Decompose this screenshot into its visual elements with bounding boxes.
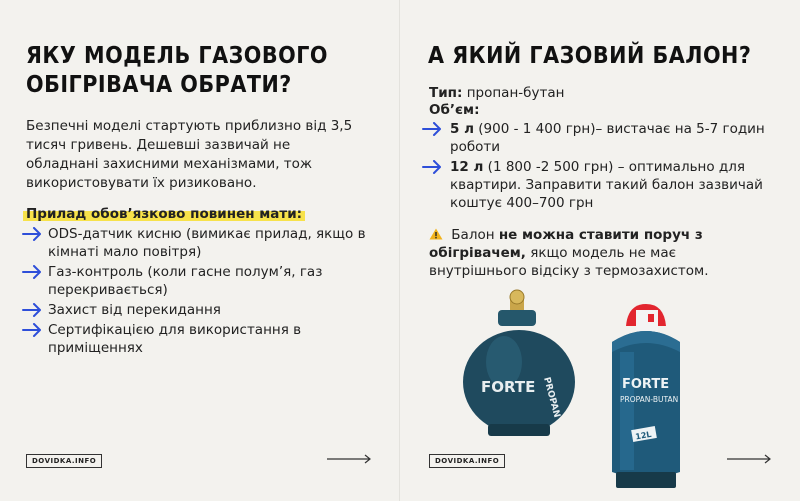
title-line-1: ЯКУ МОДЕЛЬ ГАЗОВОГО [26,43,329,69]
type-row [429,84,564,102]
warning-note [429,226,774,280]
list-item [422,120,782,156]
list-item [22,263,382,299]
cylinder2-label: FORTE [622,377,670,392]
intro-paragraph: Безпечні моделі стартують приблизно від 3,5 тисяч гривень. Дешевші зазвичай не обладнані захисними механізмами, тож використовувати їх ризиковано. [26,118,353,191]
left-title [26,42,328,100]
type-value: пропан-бутан [466,85,565,101]
list-item-text: ODS-датчик кисню (вимикає прилад, якщо в кімнаті мало повітря) [48,226,366,260]
brand-logo: DOVIDKA.INFO [429,454,505,468]
right-slide [400,0,800,501]
requirements-list [22,225,382,359]
gas-cylinder-12l-image [590,296,702,496]
warning-icon [429,228,443,240]
list-item [22,321,382,357]
volume-list [422,120,782,214]
requirements-heading: Прилад обов’язково повинен мати: [23,206,305,222]
cylinder2-size: 12L [634,429,653,442]
list-item-text: Сертифікацією для використання в приміщеннях [48,322,302,356]
list-item [22,225,382,261]
list-item-text: Захист від перекидання [48,302,221,318]
warning-text-pre: Балон [451,227,495,243]
type-label: Тип: [429,85,463,101]
volume-amount: 12 л [450,159,484,175]
cylinder1-label: FORTE [481,378,536,396]
volume-row [429,101,479,119]
arrow-right-icon [422,160,442,174]
volume-text: (900 - 1 400 грн)– вистачає на 5-7 годин роботи [450,121,765,155]
list-item-text: Газ-контроль (коли гасне полум’я, газ перекривається) [48,264,323,298]
volume-amount: 5 л [450,121,474,137]
right-title: А ЯКИЙ ГАЗОВИЙ БАЛОН? [428,43,752,69]
cylinder2-sublabel: PROPAN-BUTAN [620,395,679,404]
gas-cylinder-5l-image [458,288,582,440]
arrow-right-icon [422,122,442,136]
list-item [22,301,382,319]
list-item [422,158,782,212]
cylinder1-sublabel: PROPAN [541,376,562,419]
next-arrow-icon[interactable] [326,454,372,464]
next-arrow-icon[interactable] [726,454,772,464]
arrow-right-icon [22,303,42,317]
warning-text-bold: не можна ставити поруч з обігрівачем, [429,227,703,261]
arrow-right-icon [22,227,42,241]
arrow-right-icon [22,265,42,279]
brand-logo: DOVIDKA.INFO [26,454,102,468]
volume-label: Об’єм: [429,102,480,118]
arrow-right-icon [22,323,42,337]
volume-text: (1 800 -2 500 грн) – оптимально для квартири. Заправити такий балон зазвичай коштує 400–700 грн [450,159,763,211]
warning-text-post: якщо модель не має внутрішнього відсіку з термозахистом. [429,245,709,279]
title-line-2: ОБІГРІВАЧА ОБРАТИ? [26,72,292,98]
